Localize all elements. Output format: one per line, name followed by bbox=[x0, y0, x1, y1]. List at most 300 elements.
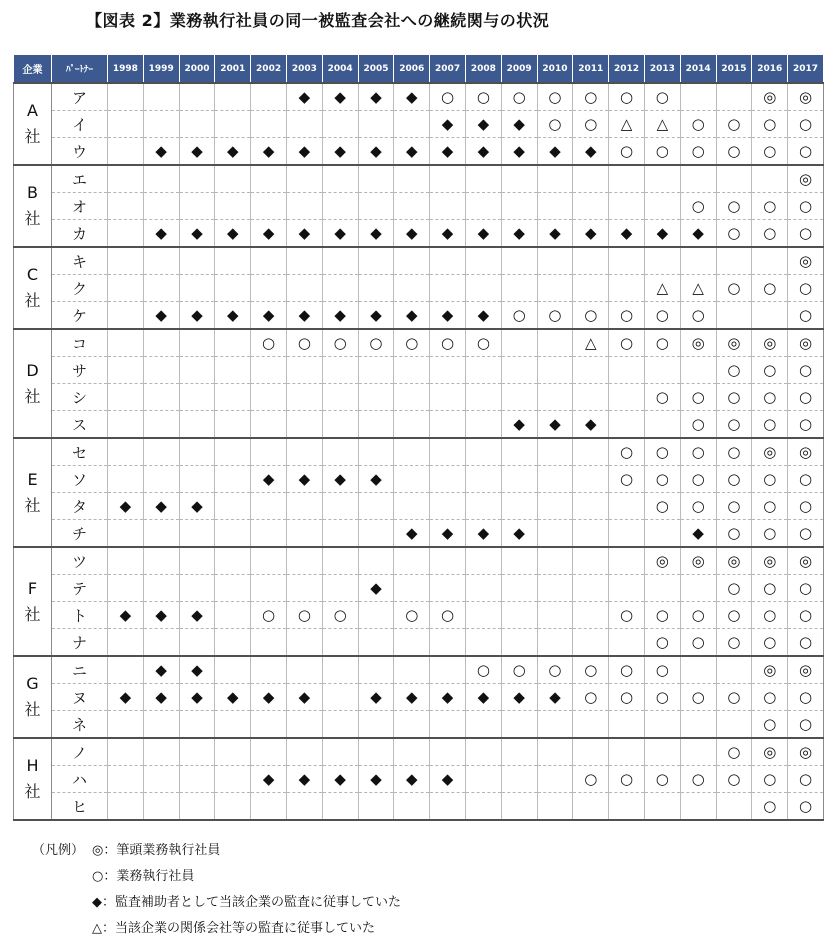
status-cell bbox=[358, 738, 394, 766]
status-cell: ◆ bbox=[322, 766, 358, 793]
status-cell: ○ bbox=[716, 275, 752, 302]
status-cell: ◎ bbox=[644, 547, 680, 575]
status-cell bbox=[465, 466, 501, 493]
status-cell bbox=[537, 711, 573, 739]
status-cell bbox=[716, 83, 752, 111]
status-cell: ◆ bbox=[358, 575, 394, 602]
status-cell bbox=[215, 438, 251, 466]
status-cell: ◆ bbox=[286, 220, 322, 248]
status-cell bbox=[179, 738, 215, 766]
status-cell: ○ bbox=[680, 302, 716, 330]
status-cell bbox=[609, 520, 645, 548]
status-cell: ◆ bbox=[286, 302, 322, 330]
status-cell bbox=[644, 193, 680, 220]
status-cell: ○ bbox=[501, 656, 537, 684]
status-cell: ◆ bbox=[358, 220, 394, 248]
status-cell bbox=[394, 711, 430, 739]
status-cell bbox=[430, 493, 466, 520]
status-cell bbox=[752, 302, 788, 330]
status-cell bbox=[322, 520, 358, 548]
status-cell bbox=[322, 438, 358, 466]
partner-name: ハ bbox=[52, 766, 108, 793]
status-cell: ◆ bbox=[573, 138, 609, 166]
status-cell bbox=[394, 357, 430, 384]
status-cell bbox=[430, 357, 466, 384]
status-cell bbox=[322, 547, 358, 575]
table-row bbox=[14, 83, 824, 111]
partner-name: ソ bbox=[52, 466, 108, 493]
status-cell: ◎ bbox=[752, 547, 788, 575]
status-cell: ○ bbox=[573, 302, 609, 330]
status-cell bbox=[143, 520, 179, 548]
status-cell: ◆ bbox=[358, 466, 394, 493]
status-cell: ◆ bbox=[143, 493, 179, 520]
status-cell bbox=[537, 247, 573, 275]
status-cell: ○ bbox=[430, 83, 466, 111]
status-cell bbox=[394, 247, 430, 275]
status-cell bbox=[143, 83, 179, 111]
status-cell bbox=[501, 329, 537, 357]
status-cell: ◆ bbox=[430, 520, 466, 548]
table-row bbox=[14, 329, 824, 357]
header-year: 2001 bbox=[215, 55, 251, 84]
table-row bbox=[14, 438, 824, 466]
status-cell: ○ bbox=[430, 329, 466, 357]
status-cell: ○ bbox=[788, 220, 824, 248]
status-cell bbox=[430, 711, 466, 739]
status-cell bbox=[394, 438, 430, 466]
partner-name: サ bbox=[52, 357, 108, 384]
status-cell: ○ bbox=[788, 520, 824, 548]
status-cell: ○ bbox=[251, 602, 287, 629]
status-cell bbox=[179, 83, 215, 111]
status-cell: ◆ bbox=[501, 520, 537, 548]
status-cell bbox=[716, 165, 752, 193]
status-cell bbox=[465, 493, 501, 520]
status-cell bbox=[215, 83, 251, 111]
status-cell bbox=[501, 193, 537, 220]
status-cell: ◆ bbox=[537, 220, 573, 248]
status-cell: ○ bbox=[609, 466, 645, 493]
status-cell bbox=[573, 438, 609, 466]
status-cell bbox=[143, 438, 179, 466]
status-cell: ○ bbox=[680, 766, 716, 793]
status-cell bbox=[358, 793, 394, 821]
status-cell: ○ bbox=[716, 357, 752, 384]
status-cell bbox=[108, 766, 144, 793]
status-cell: ◎ bbox=[716, 547, 752, 575]
table-row bbox=[14, 357, 824, 384]
status-cell bbox=[358, 193, 394, 220]
status-cell bbox=[537, 275, 573, 302]
table-row bbox=[14, 384, 824, 411]
status-cell bbox=[143, 466, 179, 493]
status-cell bbox=[108, 738, 144, 766]
status-cell bbox=[286, 193, 322, 220]
status-cell bbox=[251, 83, 287, 111]
status-cell: △ bbox=[644, 275, 680, 302]
status-cell: ○ bbox=[609, 684, 645, 711]
status-cell bbox=[430, 275, 466, 302]
status-cell bbox=[644, 520, 680, 548]
status-cell bbox=[358, 547, 394, 575]
legend-item bbox=[32, 864, 401, 890]
status-cell: ○ bbox=[716, 684, 752, 711]
header-year: 1998 bbox=[108, 55, 144, 84]
partner-name: ネ bbox=[52, 711, 108, 739]
status-cell bbox=[537, 493, 573, 520]
status-cell bbox=[286, 547, 322, 575]
table-row bbox=[14, 711, 824, 739]
status-cell bbox=[609, 247, 645, 275]
status-cell bbox=[143, 411, 179, 439]
status-cell bbox=[573, 247, 609, 275]
status-cell: ◆ bbox=[215, 684, 251, 711]
status-cell: ○ bbox=[788, 466, 824, 493]
status-cell: ◎ bbox=[788, 438, 824, 466]
status-cell: ◆ bbox=[573, 411, 609, 439]
status-cell bbox=[644, 793, 680, 821]
status-cell: ◆ bbox=[179, 220, 215, 248]
status-cell: ○ bbox=[286, 329, 322, 357]
table-row bbox=[14, 602, 824, 629]
status-cell bbox=[215, 165, 251, 193]
status-cell bbox=[609, 165, 645, 193]
status-cell bbox=[609, 357, 645, 384]
partner-name: ア bbox=[52, 83, 108, 111]
partner-name: ク bbox=[52, 275, 108, 302]
status-cell: ◎ bbox=[788, 656, 824, 684]
status-cell bbox=[537, 384, 573, 411]
status-cell bbox=[609, 575, 645, 602]
header-year: 2002 bbox=[251, 55, 287, 84]
status-cell: ○ bbox=[573, 766, 609, 793]
status-cell bbox=[358, 411, 394, 439]
status-cell bbox=[179, 793, 215, 821]
status-cell bbox=[394, 384, 430, 411]
status-cell bbox=[179, 629, 215, 657]
status-cell bbox=[358, 165, 394, 193]
status-cell: ○ bbox=[322, 329, 358, 357]
status-cell: ◆ bbox=[537, 684, 573, 711]
status-cell bbox=[394, 411, 430, 439]
status-cell bbox=[394, 547, 430, 575]
header-year: 2003 bbox=[286, 55, 322, 84]
status-cell bbox=[573, 738, 609, 766]
status-cell: ◆ bbox=[108, 684, 144, 711]
status-cell: ○ bbox=[680, 466, 716, 493]
table-row bbox=[14, 193, 824, 220]
status-cell: ○ bbox=[394, 602, 430, 629]
header-year: 2014 bbox=[680, 55, 716, 84]
status-cell bbox=[501, 165, 537, 193]
status-cell: ◎ bbox=[680, 547, 716, 575]
status-cell bbox=[537, 575, 573, 602]
status-cell: ○ bbox=[644, 384, 680, 411]
status-cell bbox=[322, 384, 358, 411]
partner-name: ウ bbox=[52, 138, 108, 166]
status-cell: ◆ bbox=[286, 466, 322, 493]
status-cell bbox=[143, 575, 179, 602]
status-cell bbox=[465, 711, 501, 739]
status-cell: ◆ bbox=[251, 220, 287, 248]
status-cell bbox=[609, 711, 645, 739]
partner-name: チ bbox=[52, 520, 108, 548]
status-cell bbox=[286, 793, 322, 821]
status-cell: ○ bbox=[752, 111, 788, 138]
status-cell bbox=[215, 247, 251, 275]
status-cell bbox=[251, 711, 287, 739]
status-cell bbox=[358, 602, 394, 629]
status-cell: ◆ bbox=[108, 602, 144, 629]
status-cell: ○ bbox=[752, 711, 788, 739]
header-year: 2012 bbox=[609, 55, 645, 84]
status-cell bbox=[752, 165, 788, 193]
status-cell: ○ bbox=[609, 83, 645, 111]
status-cell: ◆ bbox=[143, 656, 179, 684]
status-cell: ◆ bbox=[358, 684, 394, 711]
status-cell bbox=[179, 193, 215, 220]
status-cell: ○ bbox=[752, 466, 788, 493]
status-cell: ◎ bbox=[680, 329, 716, 357]
status-cell: ○ bbox=[788, 138, 824, 166]
header-company: 企業 bbox=[14, 55, 52, 84]
status-cell: ○ bbox=[465, 329, 501, 357]
status-cell: ○ bbox=[788, 629, 824, 657]
status-cell: ○ bbox=[430, 602, 466, 629]
status-cell bbox=[215, 547, 251, 575]
status-cell: ○ bbox=[644, 329, 680, 357]
status-cell bbox=[143, 738, 179, 766]
table-row bbox=[14, 411, 824, 439]
header-year: 2000 bbox=[179, 55, 215, 84]
company-label: D 社 bbox=[14, 329, 52, 438]
status-cell bbox=[179, 275, 215, 302]
status-cell: ◆ bbox=[322, 466, 358, 493]
status-cell: ◆ bbox=[430, 766, 466, 793]
status-cell: ◆ bbox=[394, 302, 430, 330]
status-cell bbox=[716, 793, 752, 821]
status-cell: ○ bbox=[644, 766, 680, 793]
status-cell: ◆ bbox=[251, 138, 287, 166]
status-cell bbox=[322, 656, 358, 684]
header-year: 2006 bbox=[394, 55, 430, 84]
status-cell: ○ bbox=[752, 220, 788, 248]
status-cell: ◆ bbox=[394, 766, 430, 793]
status-cell bbox=[286, 411, 322, 439]
status-cell bbox=[394, 111, 430, 138]
status-cell: ○ bbox=[573, 684, 609, 711]
status-cell bbox=[465, 193, 501, 220]
status-cell bbox=[573, 357, 609, 384]
status-cell bbox=[465, 357, 501, 384]
status-cell bbox=[501, 247, 537, 275]
status-cell bbox=[465, 411, 501, 439]
status-cell: ◆ bbox=[143, 220, 179, 248]
status-cell: ◆ bbox=[394, 520, 430, 548]
status-cell bbox=[286, 165, 322, 193]
status-cell bbox=[716, 711, 752, 739]
status-cell bbox=[501, 438, 537, 466]
status-cell: ○ bbox=[788, 684, 824, 711]
partner-name: ス bbox=[52, 411, 108, 439]
status-cell bbox=[251, 357, 287, 384]
status-cell: ◆ bbox=[394, 83, 430, 111]
status-cell bbox=[322, 793, 358, 821]
status-cell bbox=[143, 329, 179, 357]
company-label: E 社 bbox=[14, 438, 52, 547]
status-cell: ◎ bbox=[788, 165, 824, 193]
status-cell bbox=[680, 247, 716, 275]
status-cell bbox=[609, 411, 645, 439]
figure-title: 【図表 2】業務執行社員の同一被監査会社への継続関与の状況 bbox=[86, 11, 550, 30]
status-cell bbox=[430, 411, 466, 439]
status-cell bbox=[215, 738, 251, 766]
status-cell: ◆ bbox=[251, 766, 287, 793]
status-cell bbox=[394, 575, 430, 602]
status-cell bbox=[215, 711, 251, 739]
status-cell: ○ bbox=[788, 711, 824, 739]
status-cell: ◆ bbox=[573, 220, 609, 248]
status-cell bbox=[286, 738, 322, 766]
status-cell: ○ bbox=[609, 138, 645, 166]
status-cell bbox=[644, 738, 680, 766]
status-cell: ○ bbox=[716, 520, 752, 548]
status-cell bbox=[322, 711, 358, 739]
status-cell bbox=[465, 738, 501, 766]
header-year: 2009 bbox=[501, 55, 537, 84]
status-cell bbox=[215, 520, 251, 548]
status-cell bbox=[430, 384, 466, 411]
table-row bbox=[14, 165, 824, 193]
status-cell: ○ bbox=[680, 193, 716, 220]
status-cell bbox=[465, 793, 501, 821]
status-cell bbox=[251, 438, 287, 466]
table-row bbox=[14, 275, 824, 302]
status-cell: ◆ bbox=[644, 220, 680, 248]
status-cell: ○ bbox=[680, 629, 716, 657]
status-cell bbox=[108, 466, 144, 493]
status-cell: ◎ bbox=[716, 329, 752, 357]
status-cell bbox=[465, 165, 501, 193]
status-cell: ○ bbox=[716, 602, 752, 629]
status-cell bbox=[179, 329, 215, 357]
status-cell bbox=[465, 629, 501, 657]
status-cell: ○ bbox=[752, 629, 788, 657]
partner-name: コ bbox=[52, 329, 108, 357]
partner-name: ケ bbox=[52, 302, 108, 330]
status-cell: ○ bbox=[716, 193, 752, 220]
status-cell bbox=[322, 629, 358, 657]
status-cell: ○ bbox=[644, 602, 680, 629]
status-cell bbox=[251, 793, 287, 821]
status-cell: ◆ bbox=[179, 302, 215, 330]
status-cell: ○ bbox=[788, 275, 824, 302]
status-cell bbox=[501, 629, 537, 657]
status-cell: ○ bbox=[680, 493, 716, 520]
status-cell bbox=[537, 357, 573, 384]
status-cell bbox=[465, 384, 501, 411]
status-cell: ◆ bbox=[358, 766, 394, 793]
status-cell bbox=[215, 329, 251, 357]
status-cell bbox=[215, 466, 251, 493]
status-cell bbox=[108, 520, 144, 548]
status-cell bbox=[394, 493, 430, 520]
status-cell bbox=[358, 493, 394, 520]
status-cell bbox=[537, 466, 573, 493]
status-cell bbox=[430, 793, 466, 821]
table-body bbox=[14, 83, 824, 820]
status-cell bbox=[501, 357, 537, 384]
status-cell: ○ bbox=[788, 766, 824, 793]
status-cell: △ bbox=[644, 111, 680, 138]
legend bbox=[32, 838, 401, 942]
status-cell bbox=[286, 493, 322, 520]
status-cell bbox=[644, 411, 680, 439]
status-cell bbox=[358, 357, 394, 384]
partner-name: タ bbox=[52, 493, 108, 520]
status-cell bbox=[251, 547, 287, 575]
status-cell bbox=[644, 247, 680, 275]
status-cell: ○ bbox=[501, 83, 537, 111]
status-cell bbox=[143, 275, 179, 302]
status-cell bbox=[251, 575, 287, 602]
status-cell: ◆ bbox=[465, 684, 501, 711]
company-label: A 社 bbox=[14, 83, 52, 165]
status-cell: ◆ bbox=[465, 111, 501, 138]
status-cell: ◆ bbox=[465, 520, 501, 548]
status-cell: ◆ bbox=[179, 602, 215, 629]
status-cell bbox=[465, 766, 501, 793]
status-cell: △ bbox=[680, 275, 716, 302]
table-row bbox=[14, 220, 824, 248]
status-cell bbox=[501, 766, 537, 793]
status-cell: ◆ bbox=[358, 302, 394, 330]
status-cell bbox=[322, 493, 358, 520]
status-cell bbox=[537, 738, 573, 766]
status-cell bbox=[251, 247, 287, 275]
status-cell: ○ bbox=[573, 111, 609, 138]
status-cell: ◆ bbox=[143, 684, 179, 711]
status-cell: ◆ bbox=[501, 220, 537, 248]
status-cell: ○ bbox=[537, 83, 573, 111]
header-year: 2004 bbox=[322, 55, 358, 84]
status-cell: ◎ bbox=[788, 329, 824, 357]
status-cell bbox=[179, 247, 215, 275]
status-cell: ○ bbox=[644, 629, 680, 657]
status-cell bbox=[609, 629, 645, 657]
status-cell: ◎ bbox=[752, 738, 788, 766]
status-cell bbox=[251, 520, 287, 548]
partner-name: オ bbox=[52, 193, 108, 220]
status-cell: ◆ bbox=[430, 684, 466, 711]
status-cell bbox=[215, 656, 251, 684]
status-cell bbox=[501, 575, 537, 602]
status-cell bbox=[573, 629, 609, 657]
status-cell bbox=[501, 493, 537, 520]
status-cell: ◆ bbox=[215, 302, 251, 330]
table-row bbox=[14, 575, 824, 602]
status-cell: ○ bbox=[609, 602, 645, 629]
status-cell bbox=[680, 357, 716, 384]
header-year: 1999 bbox=[143, 55, 179, 84]
status-cell: ○ bbox=[752, 193, 788, 220]
status-cell bbox=[179, 575, 215, 602]
status-cell: ○ bbox=[752, 357, 788, 384]
status-cell: ○ bbox=[788, 493, 824, 520]
header-year: 2010 bbox=[537, 55, 573, 84]
status-cell bbox=[286, 111, 322, 138]
